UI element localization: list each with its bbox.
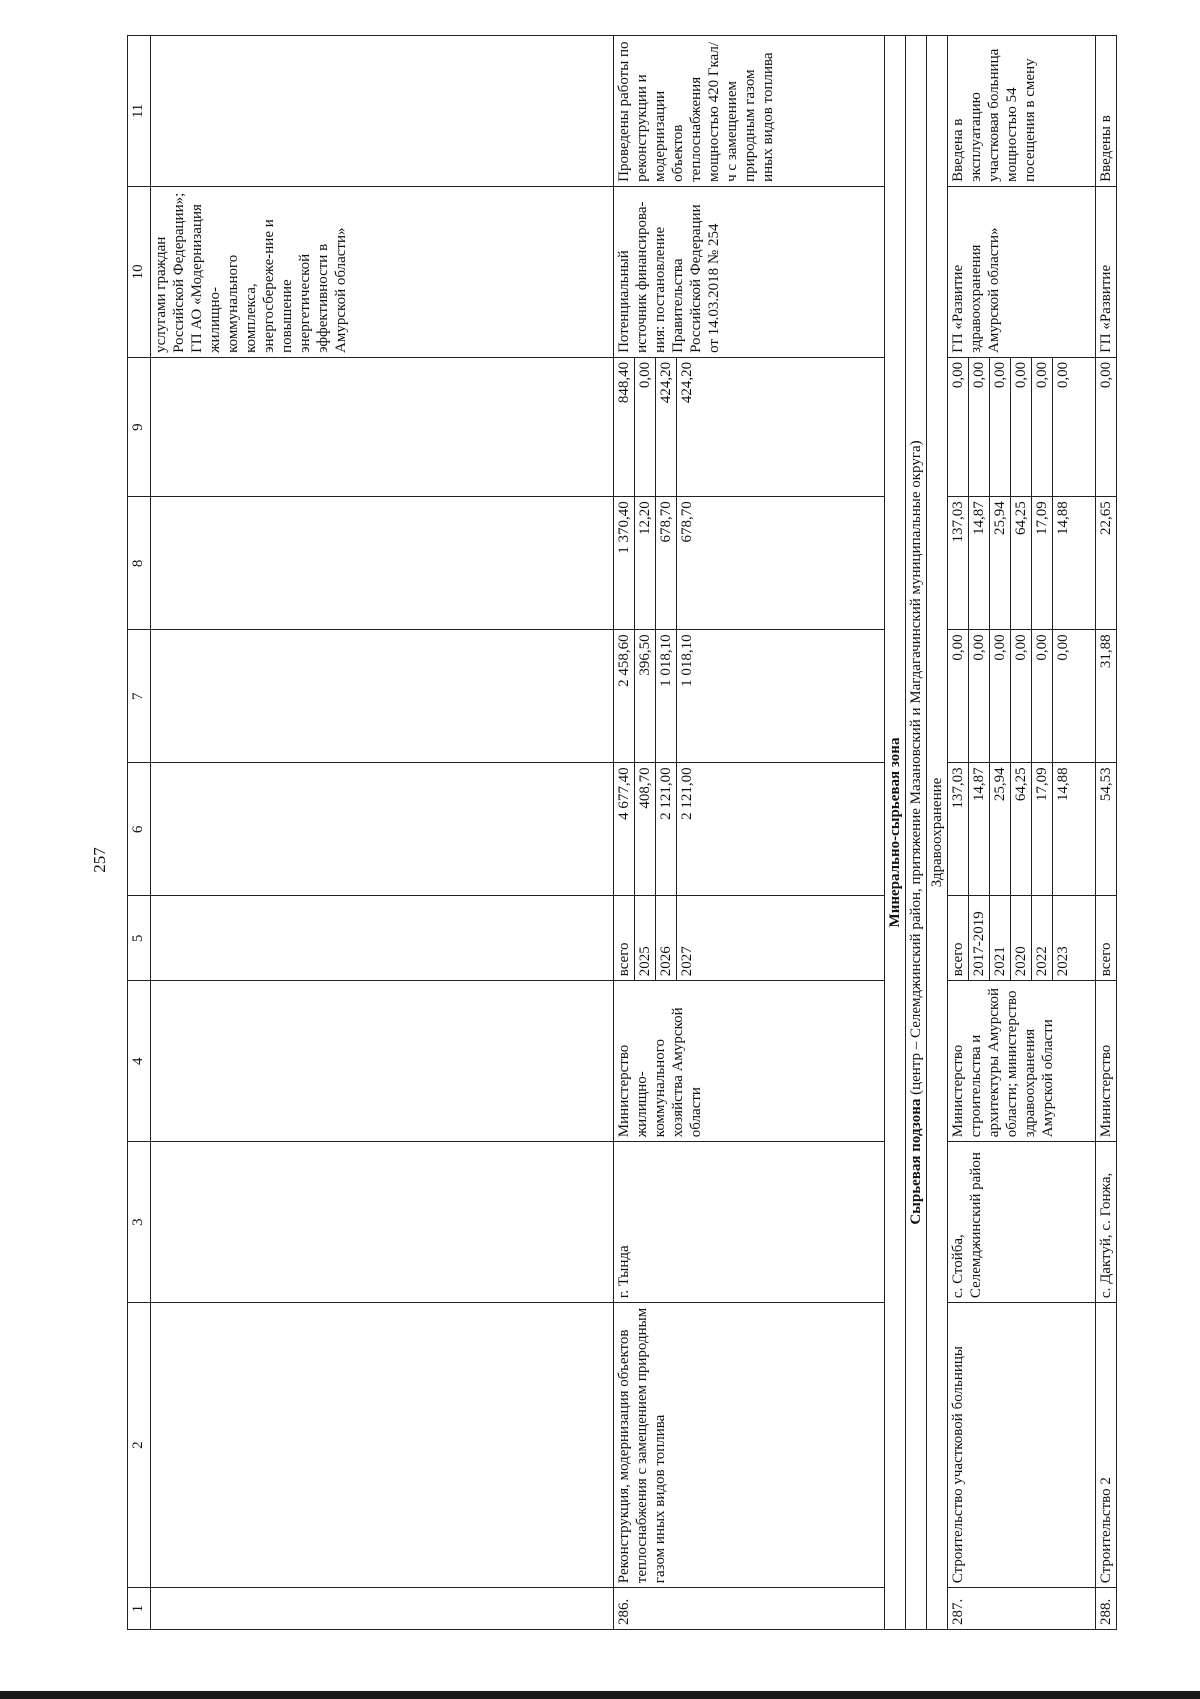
continuation-row <box>151 36 614 1630</box>
col-number: 3 <box>128 1142 151 1303</box>
table-row <box>1096 36 1117 1630</box>
amount-regional: 678,70 <box>677 497 885 630</box>
amount-total: 14,87 <box>969 763 990 896</box>
amount-federal: 0,00 <box>1011 630 1032 763</box>
object-location: с. Стойба, Селемджинский район <box>948 1142 1096 1303</box>
funding-source: ГП «Развитие <box>1096 186 1117 357</box>
year-cell: 2017-2019 <box>969 896 990 981</box>
year-cell: всего <box>948 896 969 981</box>
col-number: 4 <box>128 981 151 1142</box>
year-cell: всего <box>1096 896 1117 981</box>
amount-total: 14,88 <box>1053 763 1096 896</box>
amount-other: 0,00 <box>1053 357 1096 496</box>
scan-edge <box>0 1691 1200 1699</box>
funding-source: ГП «Развитие здравоохранения Амурской области» <box>948 186 1096 357</box>
object-name: Строительство участковой больницы <box>948 1303 1096 1588</box>
amount-total: 137,03 <box>948 763 969 896</box>
subzone-title <box>906 36 927 1630</box>
amount-other: 424,20 <box>677 357 885 496</box>
amount-other: 0,00 <box>635 357 656 496</box>
row-number: 287. <box>948 1588 1096 1630</box>
amount-other: 0,00 <box>948 357 969 496</box>
col-number: 7 <box>128 630 151 763</box>
object-location: с. Дактуй, с. Гонжа, <box>1096 1142 1117 1303</box>
year-cell: 2026 <box>656 896 677 981</box>
sector-row <box>927 36 948 1630</box>
col-number: 6 <box>128 763 151 896</box>
column-number-row <box>128 36 151 1630</box>
responsible-body: Министерство жилищно-коммунального хозяйства Амурской области <box>614 981 885 1142</box>
continuation-col10: услугами граждан Российской Федерации»; ГП АО «Модернизация жилищно-коммунального комплекса, энергосбереже-ние и повышение энергетической эффективности в Амурской области» <box>151 186 614 357</box>
amount-federal: 0,00 <box>1053 630 1096 763</box>
amount-regional: 17,09 <box>1032 497 1053 630</box>
amount-regional: 678,70 <box>656 497 677 630</box>
amount-other: 848,40 <box>614 357 635 496</box>
amount-total: 4 677,40 <box>614 763 635 896</box>
year-cell: 2027 <box>677 896 885 981</box>
table-row <box>948 36 969 1630</box>
responsible-body: Министерство строительства и архитектуры Амурской области; министерство здравоохранения Амурской области <box>948 981 1096 1142</box>
col-number: 11 <box>128 36 151 187</box>
amount-federal: 0,00 <box>969 630 990 763</box>
year-cell: 2023 <box>1053 896 1096 981</box>
amount-federal: 1 018,10 <box>656 630 677 763</box>
row-number: 288. <box>1096 1588 1117 1630</box>
amount-total: 408,70 <box>635 763 656 896</box>
amount-total: 64,25 <box>1011 763 1032 896</box>
amount-regional: 14,87 <box>969 497 990 630</box>
col-number: 2 <box>128 1303 151 1588</box>
amount-regional: 64,25 <box>1011 497 1032 630</box>
col-number: 8 <box>128 497 151 630</box>
table-row <box>614 36 635 1630</box>
amount-other: 0,00 <box>1011 357 1032 496</box>
amount-federal: 31,88 <box>1096 630 1117 763</box>
year-cell: 2020 <box>1011 896 1032 981</box>
col-number: 9 <box>128 357 151 496</box>
amount-total: 2 121,00 <box>656 763 677 896</box>
amount-other: 0,00 <box>1096 357 1117 496</box>
amount-total: 2 121,00 <box>677 763 885 896</box>
page-number: 257 <box>90 847 109 873</box>
amount-other: 0,00 <box>990 357 1011 496</box>
expected-result: Проведены работы по реконструкции и модернизации объектов теплоснабжения мощностью 420 Гкал/ч с замещением природным газом иных видов топлива <box>614 36 885 187</box>
program-table <box>127 35 1117 1630</box>
amount-regional: 1 370,40 <box>614 497 635 630</box>
col-number: 5 <box>128 896 151 981</box>
amount-other: 0,00 <box>969 357 990 496</box>
expected-result: Введены в <box>1096 36 1117 187</box>
responsible-body: Министерство <box>1096 981 1117 1142</box>
expected-result: Введена в эксплуатацию участковая больница мощностью 54 посещения в смену <box>948 36 1096 187</box>
amount-federal: 0,00 <box>948 630 969 763</box>
object-name: Реконструкция, модернизация объектов теплоснабжения с замещением природным газом иных видов топлива <box>614 1303 885 1588</box>
amount-total: 17,09 <box>1032 763 1053 896</box>
subzone-title-bold: Сырьевая подзона <box>908 1098 924 1225</box>
year-cell: 2021 <box>990 896 1011 981</box>
section-row <box>885 36 906 1630</box>
object-location: г. Тында <box>614 1142 885 1303</box>
continuation-col11 <box>151 36 614 187</box>
amount-federal: 0,00 <box>1032 630 1053 763</box>
amount-regional: 22,65 <box>1096 497 1117 630</box>
amount-regional: 25,94 <box>990 497 1011 630</box>
amount-other: 424,20 <box>656 357 677 496</box>
amount-regional: 12,20 <box>635 497 656 630</box>
sector-title: Здравоохранение <box>927 36 948 1630</box>
amount-total: 25,94 <box>990 763 1011 896</box>
object-name: Строительство 2 <box>1096 1303 1117 1588</box>
section-title: Минерально-сырьевая зона <box>885 36 906 1630</box>
row-number: 286. <box>614 1588 885 1630</box>
subzone-row <box>906 36 927 1630</box>
subzone-title-rest: (центр – Селемджинский район, притяжение Мазановский и Магдагачинский муниципальные округа) <box>908 440 924 1099</box>
amount-regional: 137,03 <box>948 497 969 630</box>
amount-total: 54,53 <box>1096 763 1117 896</box>
col-number: 1 <box>128 1588 151 1630</box>
amount-federal: 1 018,10 <box>677 630 885 763</box>
col-number: 10 <box>128 186 151 357</box>
year-cell: 2025 <box>635 896 656 981</box>
funding-source: Потенциальный источник финансирова-ния: постановление Правительства Российской Федерации от 14.03.2018 № 254 <box>614 186 885 357</box>
year-cell: всего <box>614 896 635 981</box>
amount-federal: 0,00 <box>990 630 1011 763</box>
year-cell: 2022 <box>1032 896 1053 981</box>
amount-federal: 396,50 <box>635 630 656 763</box>
amount-regional: 14,88 <box>1053 497 1096 630</box>
rotated-table-wrapper <box>127 35 1114 1630</box>
amount-federal: 2 458,60 <box>614 630 635 763</box>
amount-other: 0,00 <box>1032 357 1053 496</box>
